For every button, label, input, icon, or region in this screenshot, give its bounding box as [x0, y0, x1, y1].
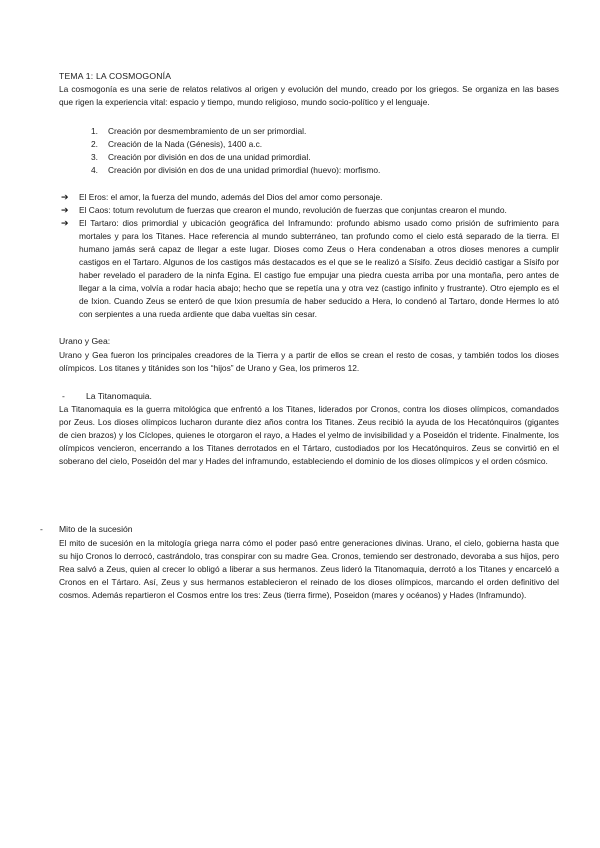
- list-number: 4.: [91, 165, 98, 175]
- list-item: [86, 164, 556, 177]
- bullet-dash: -: [40, 524, 43, 534]
- list-item: [86, 138, 556, 151]
- titanomaquia-heading: La Titanomaquia.: [86, 391, 152, 401]
- urano-paragraph: Urano y Gea fueron los principales creadores de la Tierra y a partir de ellos se crean el resto de cosas, y también todos los dioses olímpicos. Los titanes y titánides son los “hijos” de Urano y Gea, los primeros 12.: [59, 350, 559, 373]
- tartaro-text: El Tartaro: dios primordial y ubicación geográfica del Inframundo: profundo abismo usado como prisión de sufrimiento para mortales y para los Titanes. Hace referencia al mundo subterráneo, tan profundo como el cielo está separado de la tierra. El humano jamás será capaz de llegar a este lugar. Dioses como Zeus o Hera condenaban a otros dioses menores a cumplir castigos en el Tartaro. Algunos de los castigos más destacados es el que se le realizó a Sísifo. Zeus decidió castigar a Sísifo por haber revelado el paradero de la ninfa Egina. El castigo fue empujar una piedra cuesta arriba por una montaña, pero antes de llegar a la cima, volvía a rodar hacia abajo; hecho que se repetía una y otra vez (castigo infinito y frustrante). Otro ejemplo es el de Ixion. Cuando Zeus se enteró de que Ixion presumía de haber seducido a Hera, lo condenó al Tartaro, donde Hermes lo ató con serpientes a una rueda ardiente que daba vueltas sin cesar.: [79, 218, 559, 319]
- arrow-icon: ➔: [61, 218, 69, 228]
- list-number: 2.: [91, 139, 98, 149]
- deities-list: [59, 191, 559, 321]
- arrow-icon: ➔: [61, 192, 69, 202]
- eros-text: El Eros: el amor, la fuerza del mundo, además del Dios del amor como personaje.: [79, 192, 383, 202]
- list-text: Creación de la Nada (Génesis), 1400 a.c.: [108, 139, 263, 149]
- titanomaquia-paragraph: La Titanomaquia es la guerra mitológica que enfrentó a los Titanes, liderados por Cronos, contra los dioses olímpicos, comandados por Zeus. Los dioses olímpicos lucharon durante diez años contra los Titanes. Zeus recibió la ayuda de los Hecatónquiros (gigantes de cien brazos) y los Cíclopes, quienes le otorgaron el rayo, a Hades el yelmo de invisibilidad y a Poseidón el tridente. Finalmente, los olímpicos vencieron, encerrando a los Titanes derrotados en el Tártaro, custodiados por los Hecatónquiros. Zeus se convirtió en el soberano del cielo, Poseidón del mar y Hades del inframundo, estableciendo el dominio de los dioses olímpicos y el orden cósmico.: [59, 404, 559, 466]
- caos-text: El Caos: totum revolutum de fuerzas que crearon el mundo, revolución de fuerzas que conjuntas crearon el mundo.: [79, 205, 507, 215]
- document-title: TEMA 1: LA COSMOGONÍA: [59, 71, 172, 81]
- list-item: [59, 191, 559, 204]
- sucesion-paragraph: El mito de sucesión en la mitología griega narra cómo el poder pasó entre generaciones divinas. Urano, el cielo, gobierna hasta que su hijo Cronos lo derrocó, castrándolo, tras conspirar con su madre Gea. Cronos, temiendo ser destronado, devoraba a sus hijos, pero Rea salvó a Zeus, quien al crecer lo obligó a liberar a sus hermanos. Zeus lideró la Titanomaquia, derrotó a los Titanes y encarceló a Cronos en el Tártaro. Así, Zeus y sus hermanos establecieron el reinado de los dioses olímpicos, marcando el orden definitivo del cosmos. Además repartieron el Cosmos entre los tres: Zeus (tierra firme), Poseidon (mares y océanos) y Hades (Inframundo).: [59, 538, 559, 600]
- list-item: [86, 151, 556, 164]
- sucesion-heading: Mito de la sucesión: [59, 524, 133, 534]
- creation-types-list: [86, 125, 556, 177]
- list-item: [86, 125, 556, 138]
- list-text: Creación por división en dos de una unidad primordial (huevo): morfismo.: [108, 165, 381, 175]
- list-number: 1.: [91, 126, 98, 136]
- intro-paragraph: La cosmogonía es una serie de relatos relativos al origen y evolución del mundo, creado por los griegos. Se organiza en las bases que rigen la experiencia vital: espacio y tiempo, mundo religioso, mundo socio-político y el lenguaje.: [59, 84, 559, 107]
- list-number: 3.: [91, 152, 98, 162]
- urano-heading: Urano y Gea:: [59, 336, 111, 346]
- arrow-icon: ➔: [61, 205, 69, 215]
- list-text: Creación por división en dos de una unidad primordial.: [108, 152, 311, 162]
- list-text: Creación por desmembramiento de un ser primordial.: [108, 126, 307, 136]
- list-item: [59, 217, 559, 321]
- bullet-dash: -: [62, 391, 65, 401]
- list-item: [59, 204, 559, 217]
